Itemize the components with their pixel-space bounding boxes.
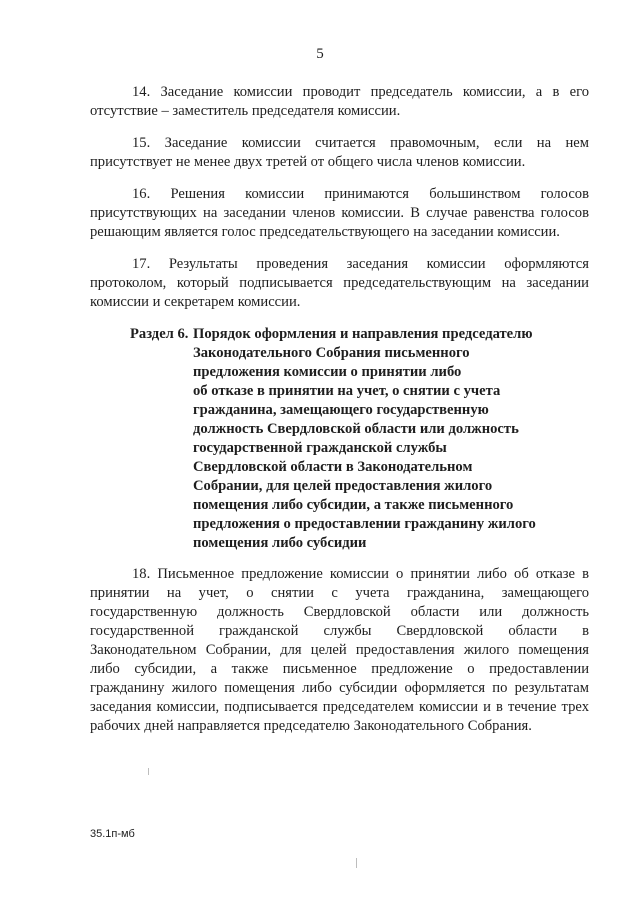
document-code: 35.1п-мб bbox=[90, 828, 135, 840]
paragraph-15: 15. Заседание комиссии считается правомочным, если на нем присутствует не менее двух третей от общего числа членов комиссии. bbox=[90, 135, 589, 170]
page-number: 5 bbox=[316, 46, 324, 62]
section-6-heading bbox=[90, 325, 589, 553]
scan-speck bbox=[356, 858, 357, 868]
paragraph-16: 16. Решения комиссии принимаются большинством голосов присутствующих на заседании членов комиссии. В случае равенства голосов решающим является голос председательствующего на заседании комиссии. bbox=[90, 186, 589, 240]
section-title: Порядок оформления и направления председателю Законодательного Собрания письменного предложения комиссии о принятии либо об отказе в принятии на учет, о снятии с учета гражданина, замещающего государственную должность Свердловской области или должность государственной гражданской службы Свердловской области в Законодательном Собрании, для целей предоставления жилого помещения либо субсидии, а также письменного предложения о предоставлении гражданину жилого помещения либо субсидии bbox=[193, 326, 536, 551]
paragraph-14: 14. Заседание комиссии проводит председатель комиссии, а в его отсутствие – заместитель председателя комиссии. bbox=[90, 84, 589, 119]
document-body bbox=[90, 83, 589, 749]
scan-speck bbox=[148, 768, 149, 775]
paragraph-18: 18. Письменное предложение комиссии о принятии либо об отказе в принятии на учет, о снятии с учета гражданина, замещающего государственную должность Свердловской области или должность государственной гражданской службы Свердловской области в Законодательном Собрании, для целей предоставления жилого помещения либо субсидии, а также письменное предложение о предоставлении гражданину жилого помещения либо субсидии оформляется по результатам заседания комиссии, подписывается председателем комиссии и в течение трех рабочих дней направляется председателю Законодательного Собрания. bbox=[90, 566, 589, 734]
paragraph-17: 17. Результаты проведения заседания комиссии оформляются протоколом, который подписывается председательствующим на заседании комиссии и секретарем комиссии. bbox=[90, 256, 589, 310]
section-number: Раздел 6. bbox=[130, 326, 189, 342]
